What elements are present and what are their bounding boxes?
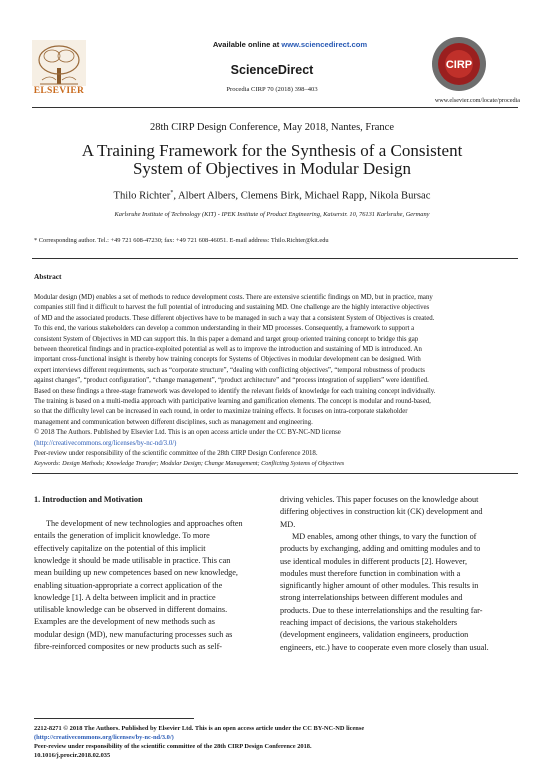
body-line: MD enables, among other things, to vary the function of [292,531,477,541]
abstract-line: Based on these findings a three-stage framework was developed to identify the relevant fields of knowledge for each training concept individually. [34,387,436,395]
footer-copyright: 2212-8271 © 2018 The Authors. Published by Elsevier Ltd. This is an open access article under the CC BY-NC-ND license [34,725,365,732]
abstract-heading: Abstract [34,272,62,281]
right-column [280,494,516,714]
abstract-line: Modular design (MD) enables a set of methods to reduce development costs. There are extensive scientific findings on MD, but in practice, many [34,294,433,301]
body-line: The development of new technologies and approaches often [46,519,243,528]
body-line: entails the generation of implicit knowledge. To more [34,531,210,541]
sciencedirect-title: ScienceDirect [230,63,314,77]
paper-title-line-1: A Training Framework for the Synthesis of a Consistent [81,141,463,160]
conference-name: 28th CIRP Design Conference, May 2018, Nantes, France [150,122,394,133]
abstract-bottom-rule [32,473,518,474]
elsevier-wordmark: ELSEVIER [33,86,85,96]
keywords-text: Keywords: Design Methods; Knowledge Transfer; Modular Design; Change Management; Conflicting Systems of Objectives [34,460,345,467]
author-list [20,190,524,202]
sciencedirect-link[interactable]: www.sciencedirect.com [281,40,368,49]
cirp-logo [431,36,487,92]
body-line: fibre-reinforced composites or new products such as self- [34,642,223,651]
abstract-line: consistent System of Objectives in MD can support this. In this paper a demand and target group oriented training concept to bridge this gap [34,335,419,343]
abstract-top-rule [32,258,518,259]
abstract-line: management and communication between different disciplines, such as management and engineering. [34,418,313,426]
body-line: modular design (MD), new manufacturing processes such as [34,629,233,639]
footer-rule [34,718,194,719]
copyright-line: © 2018 The Authors. Published by Elsevier Ltd. This is an open access article under the CC BY-NC-ND license [34,429,341,437]
body-line: use identical modules in different products [2]. However, [280,556,468,566]
available-online-notice [190,40,390,49]
available-prefix: Available online at [212,40,282,49]
body-line: knowledge it should be made utilisable in practice. This can [34,555,231,565]
body-line: significantly higher amount of other modules. This results in [280,581,479,591]
body-line: utilisable knowledge can be observed in different domains. [34,605,228,615]
footer-block [34,724,514,760]
footer-doi[interactable]: 10.1016/j.procir.2018.02.035 [34,752,111,759]
body-line: Examples are the development of new methods such as [34,617,215,627]
corresponding-author-note: * Corresponding author. Tel.: +49 721 608-47230; fax: +49 721 608-46051. E-mail address: Thilo.Richter@kit.edu [34,237,329,244]
cirp-logo-text: CIRP [445,59,473,71]
body-line: modules must therefore function in combination with a [280,568,461,578]
body-line: effectively capitalize on the potential of this implicit [34,543,206,553]
abstract-line: against changes”, “product configuration”, “change management”, “product architecture” and “process integration of suppliers” were identified. [34,377,429,385]
body-line: engineers, etc.) have to cooperate even more closely than usual. [280,642,489,652]
body-line: strong interrelationships between different modules and [280,593,463,603]
abstract-line: companies still find it difficult to harvest the full potential of introducing and sustaining MD. One challenge are the highly interactive objectives [34,304,430,312]
body-line: driving vehicles. This paper focuses on the knowledge about [280,495,479,504]
journal-homepage-link[interactable]: www.elsevier.com/locate/procedia [434,97,520,104]
abstract-line: of MD and the associated products. These different objectives have to be managed in such a way that a consistent System of Objectives is created. [34,314,435,322]
other-authors: , Albert Albers, Clemens Birk, Michael Rapp, Nikola Bursac [173,190,431,202]
peer-review-line: Peer-review under responsibility of the scientific committee of the 28th CIRP Design Conference 2018. [34,450,318,457]
body-line: differing objectives in construction kit (CK) development and [280,507,483,517]
affiliation: Karlsruhe Institute of Technology (KIT) - IPEK Institute of Product Engineering, Kaiserstr. 10, 76131 Karlsruhe, Germany [114,211,430,218]
body-line: enabling situation-appropriate a correct application of the [34,580,223,590]
footer-peer-review: Peer-review under responsibility of the scientific committee of the 28th CIRP Design Conference 2018. [34,743,312,750]
first-author: Thilo Richter [113,190,171,202]
body-line: mean building up new competences based on new knowledge, [34,568,238,578]
footer-license-link[interactable]: (http://creativecommons.org/licenses/by-nc-nd/3.0/) [34,734,174,741]
abstract-line: To this end, the various stakeholders can develop a common understanding in their MD processes. Consequently, a framework to support a [34,325,415,333]
keywords [34,460,510,467]
header-rule [32,107,518,108]
body-line: products by exchanging, adding and omitting modules and to [280,544,481,554]
body-line: reaching impact of decisions, the various stakeholders [280,618,458,627]
body-line: MD. [280,519,296,529]
body-line: products. Due to these interrelationships and the resulting far- [280,605,483,615]
license-link[interactable]: (http://creativecommons.org/licenses/by-nc-nd/3.0/) [34,439,177,447]
corresponding-mark: * [170,190,174,196]
abstract-line: expert interviews different requirements, such as “corporate structure”, “dealing with conflicting objectives”, “temporal robustness of products [34,366,425,374]
body-line: knowledge [1]. A delta between implicit and in practice [34,592,216,602]
abstract-line: so that the difficulty level can be increased in each round, in order to maximize training effects. It focuses on intra-corporate stakeholder [34,408,408,416]
body-line: (development engineers, validation engineers, production [280,630,469,640]
left-column [34,518,264,708]
journal-reference: Procedia CIRP 70 (2018) 398–403 [226,86,318,93]
abstract-line: The training is based on a multi-media approach with participative learning and gamification elements. The concept is modular and round-based, [34,398,431,405]
abstract-line: between theoretical findings and in practice-exploited potential as well as to improve the introduction and sustaining of MD is introduced. An [34,346,422,353]
abstract-line: important cross-functional insight is thereby how training concepts for Systems of Objectives in modular development can be designed. With [34,356,421,364]
section-heading: 1. Introduction and Motivation [34,495,143,504]
paper-title [30,142,514,178]
paper-title-line-2: System of Objectives in Modular Design [132,159,412,178]
